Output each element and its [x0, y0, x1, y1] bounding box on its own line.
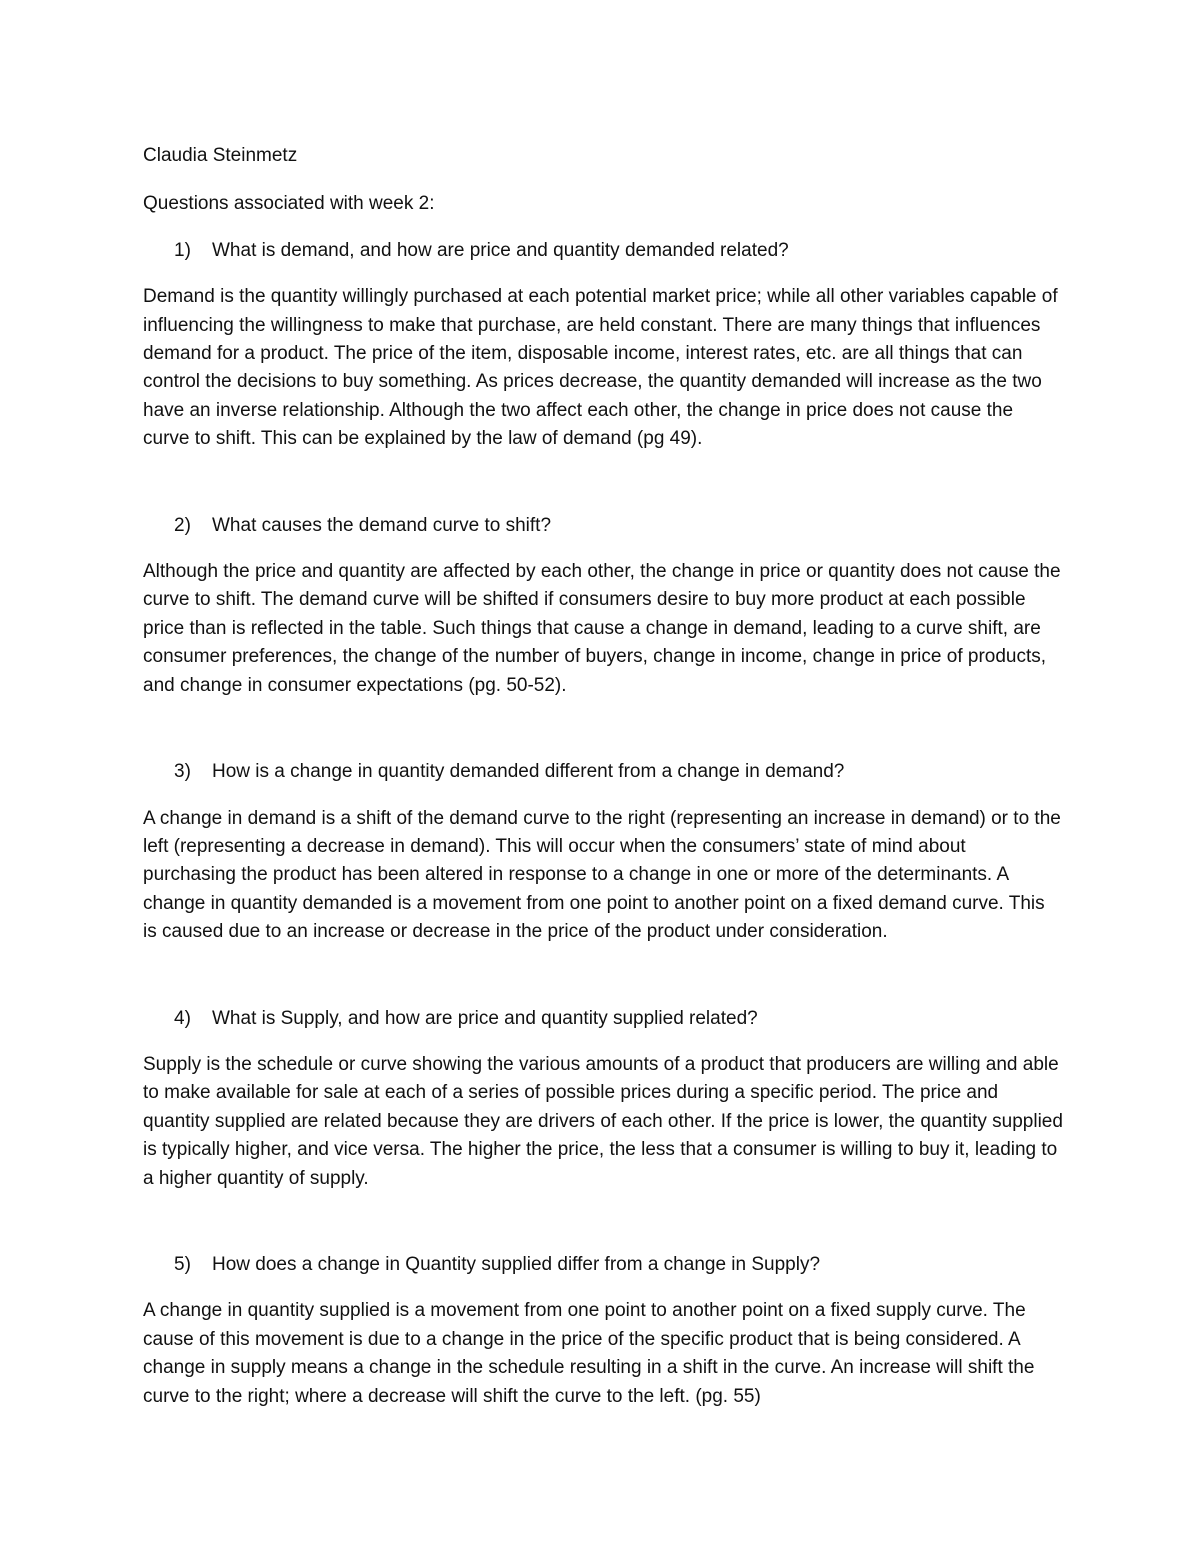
paragraph-spacer — [143, 700, 1063, 758]
question-text: How is a change in quantity demanded different from a change in demand? — [212, 761, 845, 783]
paragraph-spacer — [143, 454, 1063, 512]
document-body — [143, 142, 1063, 1411]
answer-3: A change in demand is a shift of the demand curve to the right (representing an increase in demand) or to the left (representing a decrease in demand). This will occur when the consumers’ state of mind about purchasing the product has been altered in response to a change in one or more of the determinants. A change in quantity demanded is a movement from one point to another point on a fixed demand curve. This is caused due to an increase or decrease in the price of the product under consideration. — [143, 807, 1061, 943]
question-block-5 — [143, 1251, 1063, 1411]
question-block-4 — [143, 1005, 1063, 1193]
author-name: Claudia Steinmetz — [143, 145, 298, 166]
question-block-1 — [143, 237, 1063, 454]
question-1 — [143, 237, 1063, 265]
document-heading: Questions associated with week 2: — [143, 193, 435, 215]
question-number: 5) — [174, 1253, 191, 1275]
question-4 — [143, 1005, 1063, 1033]
answer-5: A change in quantity supplied is a movement from one point to another point on a fixed supply curve. The cause of this movement is due to a change in the price of the specific product that is being considered. A change in supply means a change in the schedule resulting in a shift in the curve. An increase will shift the curve to the right; where a decrease will shift the curve to the left. (pg. 55) — [143, 1300, 1035, 1407]
question-number: 1) — [174, 239, 191, 261]
answer-2: Although the price and quantity are affected by each other, the change in price or quantity does not cause the curve to shift. The demand curve will be shifted if consumers desire to buy more product at each possible price than is reflected in the table. Such things that cause a change in demand, leading to a curve shift, are consumer preferences, the change of the number of buyers, change in income, change in price of products, and change in consumer expectations (pg. 50-52). — [143, 561, 1061, 696]
paragraph-spacer — [143, 947, 1063, 1005]
question-text: What is demand, and how are price and quantity demanded related? — [212, 239, 789, 261]
question-3 — [143, 758, 1063, 786]
question-text: What causes the demand curve to shift? — [212, 514, 552, 536]
question-2 — [143, 512, 1063, 540]
question-text: How does a change in Quantity supplied differ from a change in Supply? — [212, 1253, 821, 1275]
question-5 — [143, 1251, 1063, 1279]
answer-1: Demand is the quantity willingly purchased at each potential market price; while all other variables capable of influencing the willingness to make that purchase, are held constant. There are many things that influences demand for a product. The price of the item, disposable income, interest rates, etc. are all things that can control the decisions to buy something. As prices decrease, the quantity demanded will increase as the two have an inverse relationship. Although the two affect each other, the change in price does not cause the curve to shift. This can be explained by the law of demand (pg 49). — [143, 286, 1058, 450]
question-text: What is Supply, and how are price and quantity supplied related? — [212, 1007, 758, 1029]
paragraph-spacer — [143, 1193, 1063, 1251]
question-number: 4) — [174, 1007, 191, 1029]
question-number: 3) — [174, 761, 191, 783]
question-block-2 — [143, 512, 1063, 700]
question-block-3 — [143, 758, 1063, 946]
answer-4: Supply is the schedule or curve showing the various amounts of a product that producers are willing and able to make available for sale at each of a series of possible prices during a specific period. The price and quantity supplied are related because they are drivers of each other. If the price is lower, the quantity supplied is typically higher, and vice versa. The higher the price, the less that a consumer is willing to buy it, leading to a higher quantity of supply. — [143, 1053, 1063, 1189]
question-number: 2) — [174, 514, 191, 536]
